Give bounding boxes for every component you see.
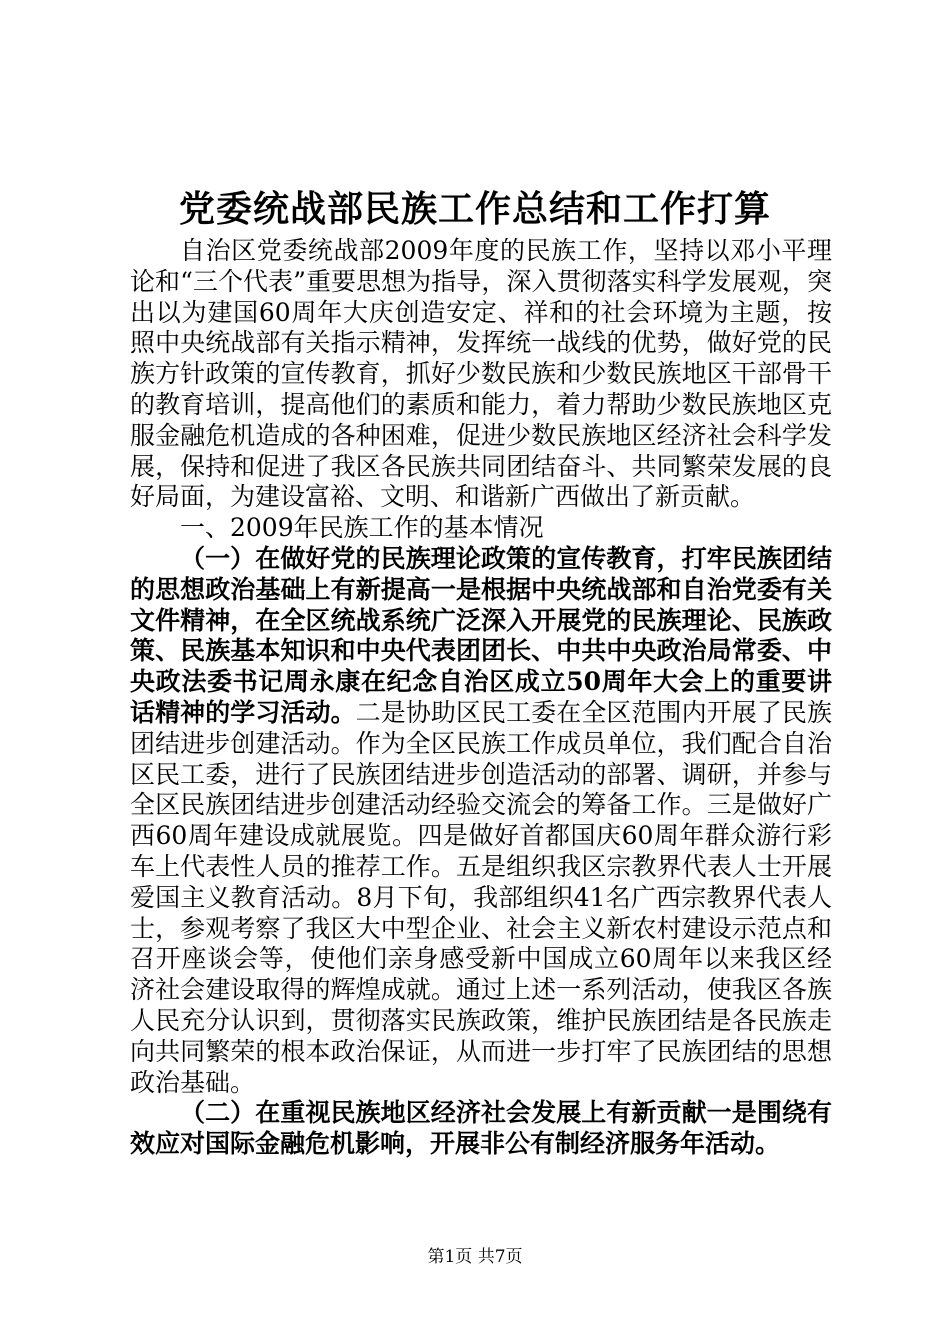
intro-paragraph: 自治区党委统战部2009年度的民族工作，坚持以邓小平理论和“三个代表”重要思想为指导，深入贯彻落实科学发展观，突出以为建国60周年大庆创造安定、祥和的社会环境为主题，按照中央统战部有关指示精神，发挥统一战线的优势，做好党的民族方针政策的宣传教育，抓好少数民族和少数民族地区干部骨干的教育培训，提高他们的素质和能力，着力帮助少数民族地区克服金融危机造成的各种困难，促进少数民族地区经济社会科学发展，保持和促进了我区各民族共同团结奋斗、共同繁荣发展的良好局面，为建设富裕、文明、和谐新广西做出了新贡献。 bbox=[130, 236, 832, 512]
document-body bbox=[130, 236, 832, 1160]
section-1-1-text: 二是协助区民工委在全区范围内开展了民族团结进步创建活动。作为全区民族工作成员单位，我们配合自治区民工委，进行了民族团结进步创造活动的部署、调研，并参与全区民族团结进步创建活动经验交流会的筹备工作。三是做好广西60周年建设成就展览。四是做好首都国庆60周年群众游行彩车上代表性人员的推荐工作。五是组织我区宗教界代表人士开展爱国主义教育活动。8月下旬，我部组织41名广西宗教界代表人士，参观考察了我区大中型企业、社会主义新农村建设示范点和召开座谈会等，使他们亲身感受新中国成立60周年以来我区经济社会建设取得的辉煌成就。通过上述一系列活动，使我区各族人民充分认识到，贯彻落实民族政策，维护民族团结是各民族走向共同繁荣的根本政治保证，从而进一步打牢了民族团结的思想政治基础。 bbox=[130, 697, 832, 1097]
section-1-2-paragraph: （二）在重视民族地区经济社会发展上有新贡献一是围绕有效应对国际金融危机影响，开展非公有制经济服务年活动。 bbox=[130, 1098, 832, 1159]
page-number-footer: 第1页 共7页 bbox=[427, 1247, 523, 1267]
section-1-1-bold-text: （一）在做好党的民族理论政策的宣传教育，打牢民族团结的思想政治基础上有新提高一是根据中央统战部和自治党委有关文件精神，在全区统战系统广泛深入开展党的民族理论、民族政策、民族基本知识和中央代表团团长、中共中央政治局常委、中央政法委书记周永康在纪念自治区成立50周年大会上的重要讲话精神的学习活动。 bbox=[130, 543, 832, 727]
section-heading-basic-situation: 一、2009年民族工作的基本情况 bbox=[180, 513, 544, 543]
document-title: 党委统战部民族工作总结和工作打算 bbox=[178, 188, 771, 230]
section-1-1-paragraph bbox=[130, 544, 832, 1098]
